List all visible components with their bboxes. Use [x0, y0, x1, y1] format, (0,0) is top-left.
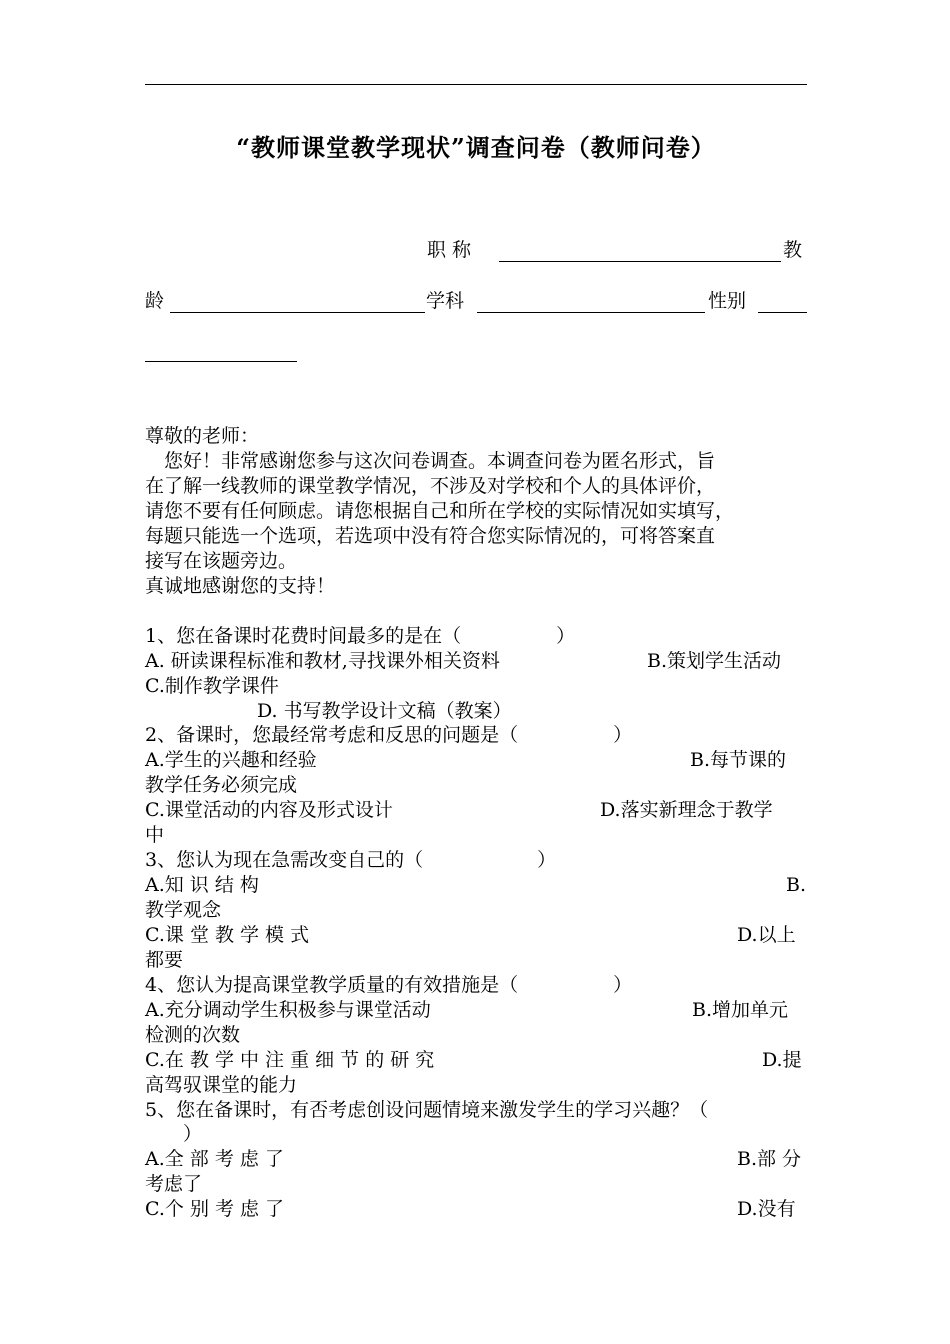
q3-option-b[interactable]: B.: [786, 874, 807, 896]
q3-option-c[interactable]: C.课 堂 教 学 模 式: [145, 924, 310, 946]
q1-option-d[interactable]: D. 书写教学设计文稿（教案）: [257, 700, 512, 722]
intro-line: 接写在该题旁边。: [145, 550, 298, 572]
q2-option-d[interactable]: D.落实新理念于教学: [600, 799, 773, 821]
q5-option-a[interactable]: A.全 部 考 虑 了: [145, 1148, 284, 1170]
gender-field[interactable]: [758, 289, 807, 313]
intro-line: 在了解一线教师的课堂教学情况，不涉及对学校和个人的具体评价，: [145, 475, 716, 497]
intro-line: 您好！非常感谢您参与这次问卷调查。本调查问卷为匿名形式，旨: [145, 450, 716, 472]
q4-option-d-continued: 高驾驭课堂的能力: [145, 1074, 298, 1096]
q2-option-b[interactable]: B.每节课的: [690, 749, 787, 771]
top-rule: [145, 84, 807, 85]
q1-option-c[interactable]: C.制作教学课件: [145, 675, 279, 697]
q4-option-d[interactable]: D.提: [762, 1049, 802, 1071]
question-4-stem: 4、您认为提高课堂教学质量的有效措施是（ ）: [145, 974, 633, 996]
thanks-line: 真诚地感谢您的支持！: [145, 575, 336, 597]
q4-option-b[interactable]: B.增加单元: [692, 999, 789, 1021]
age-label-part2: 龄: [145, 290, 165, 312]
q1-option-a[interactable]: A. 研读课程标准和教材,寻找课外相关资料: [145, 650, 500, 672]
intro-line: 每题只能选一个选项，若选项中没有符合您实际情况的，可将答案直: [145, 525, 716, 547]
q2-option-c[interactable]: C.课堂活动的内容及形式设计: [145, 799, 393, 821]
q3-option-d[interactable]: D.以上: [737, 924, 796, 946]
question-2-stem: 2、备课时，您最经常考虑和反思的问题是（ ）: [145, 724, 633, 746]
subject-field[interactable]: [477, 289, 705, 313]
question-3-stem: 3、您认为现在急需改变自己的（ ）: [145, 849, 557, 871]
age-field[interactable]: [170, 289, 425, 313]
question-5-stem: 5、您在备课时，有否考虑创设问题情境来激发学生的学习兴趣？（: [145, 1099, 709, 1121]
title-label: 职 称: [427, 239, 472, 261]
q5-option-d[interactable]: D.没有: [737, 1198, 796, 1220]
q4-option-c[interactable]: C.在 教 学 中 注 重 细 节 的 研 究: [145, 1049, 435, 1071]
intro-line: 请您不要有任何顾虑。请您根据自己和所在学校的实际情况如实填写，: [145, 500, 735, 522]
greeting: 尊敬的老师：: [145, 425, 260, 447]
q5-option-c[interactable]: C.个 别 考 虑 了: [145, 1198, 285, 1220]
q2-option-b-continued: 教学任务必须完成: [145, 774, 298, 796]
q1-option-b[interactable]: B.策划学生活动: [647, 650, 782, 672]
q3-option-a[interactable]: A.知 识 结 构: [145, 874, 259, 896]
gender-field-continued[interactable]: [145, 338, 297, 362]
title-field[interactable]: [499, 238, 781, 262]
q4-option-b-continued: 检测的次数: [145, 1024, 241, 1046]
age-label-part1: 教: [783, 239, 803, 261]
q4-option-a[interactable]: A.充分调动学生积极参与课堂活动: [145, 999, 431, 1021]
question-5-stem-continued: ）: [145, 1123, 203, 1145]
gender-label: 性别: [708, 290, 747, 312]
q5-option-b-continued: 考虑了: [145, 1173, 203, 1195]
q3-option-d-continued: 都要: [145, 949, 184, 971]
question-1-stem: 1、您在备课时花费时间最多的是在（ ）: [145, 625, 576, 647]
q5-option-b[interactable]: B.部 分: [737, 1148, 802, 1170]
q2-option-d-continued: 中: [145, 824, 165, 846]
q3-option-b-continued: 教学观念: [145, 899, 222, 921]
q2-option-a[interactable]: A.学生的兴趣和经验: [145, 749, 317, 771]
subject-label: 学科: [426, 290, 465, 312]
page-title: “教师课堂教学现状”调查问卷（教师问卷）: [236, 133, 716, 162]
